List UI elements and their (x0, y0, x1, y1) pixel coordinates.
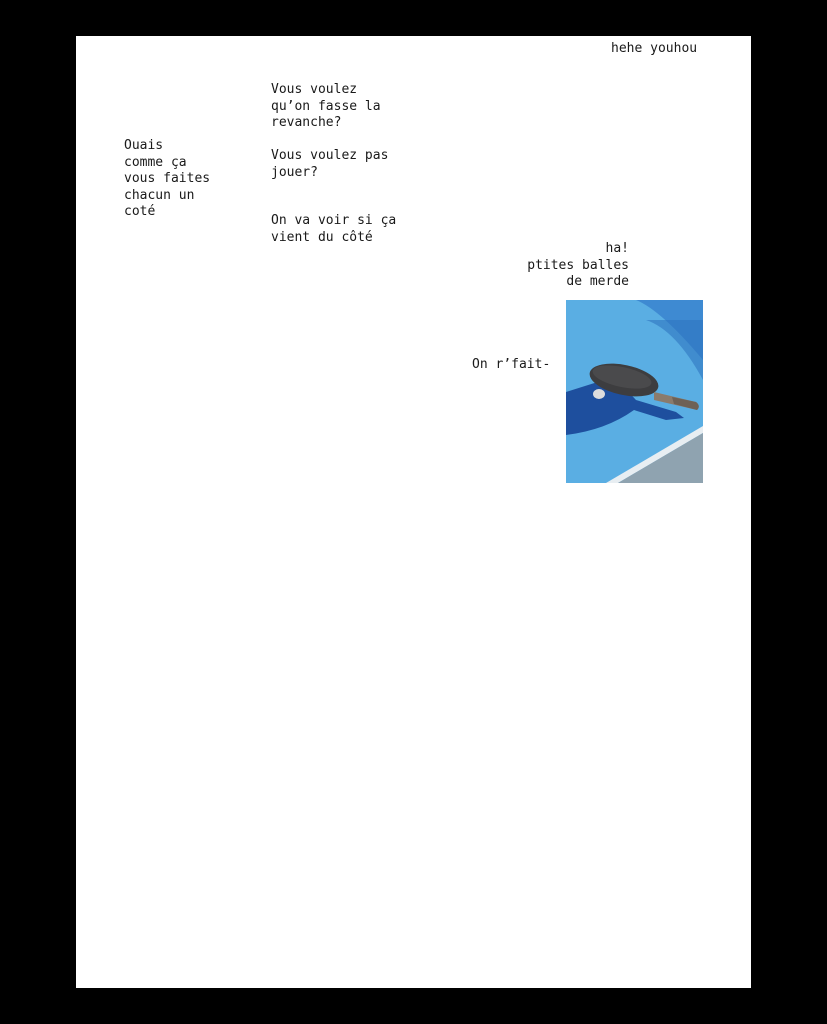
text-block-refait: On r’fait- (472, 357, 551, 372)
ping-pong-paddle-photo (566, 300, 703, 483)
text-block-revanche: Vous voulez qu’on fasse la revanche? (271, 82, 381, 130)
page-sheet (76, 36, 751, 988)
text-block-ouais: Ouais comme ça vous faites chacun un coté (124, 138, 211, 219)
ball-icon (593, 389, 605, 399)
text-block-voir: On va voir si ça vient du côté (271, 213, 397, 245)
text-block-balles: ha! ptites balles de merde (527, 241, 629, 289)
text-block-jouer: Vous voulez pas jouer? (271, 148, 389, 180)
header-text: hehe youhou (611, 41, 698, 56)
